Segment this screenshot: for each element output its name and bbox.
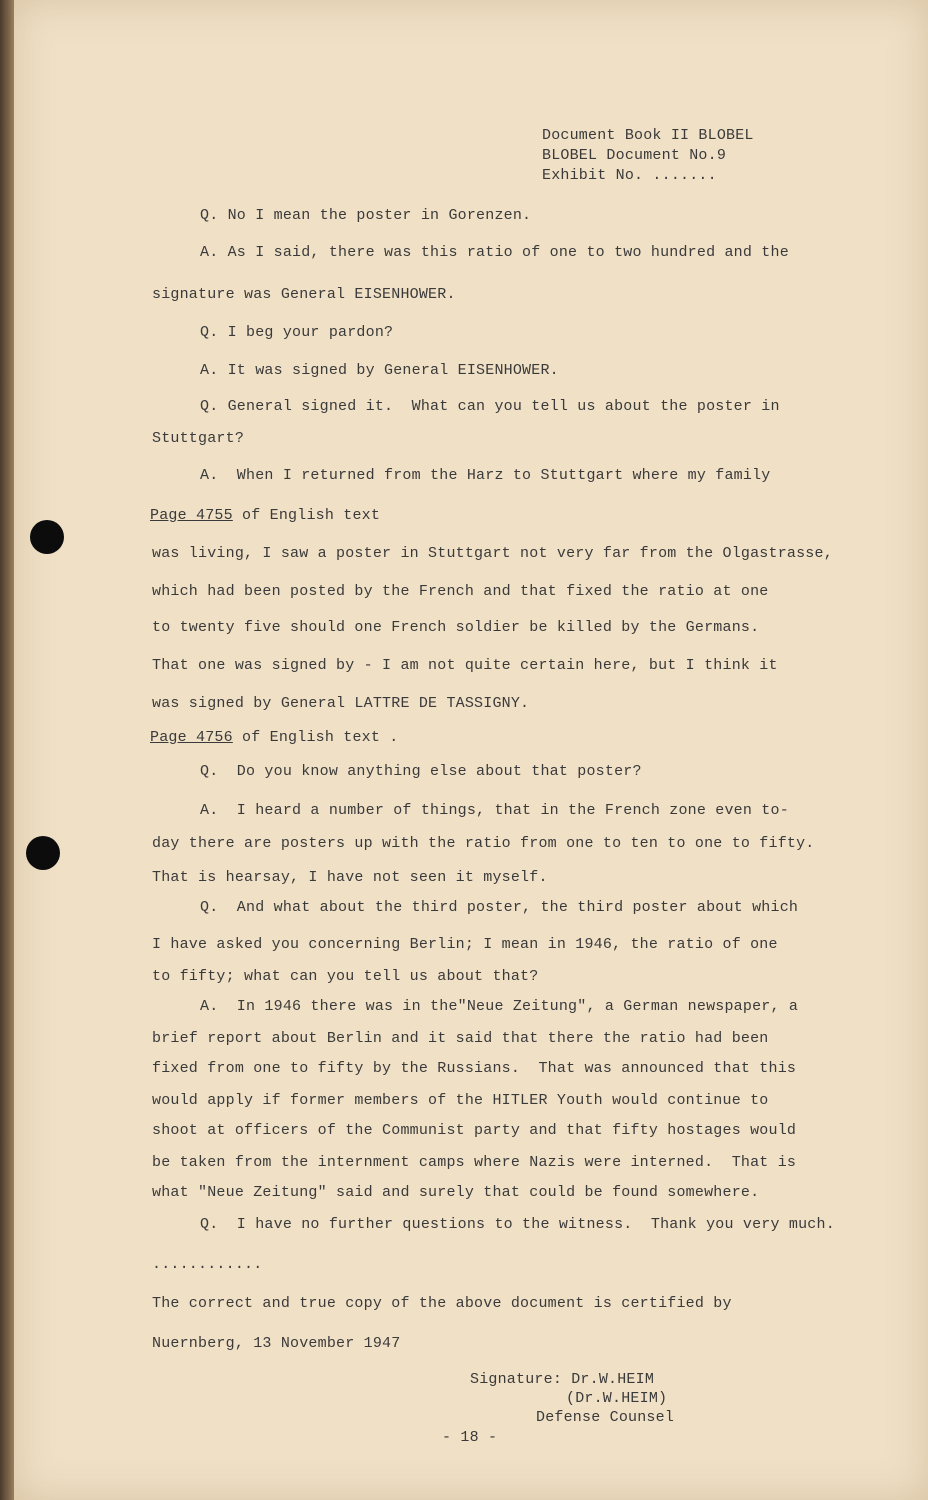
text-line: A. As I said, there was this ratio of one to two hundred and the [200,244,789,261]
certification-text: The correct and true copy of the above document is certified by [152,1295,732,1312]
header-line: BLOBEL Document No.9 [542,147,727,164]
page-reference [150,730,398,745]
text-line: was living, I saw a poster in Stuttgart not very far from the Olgastrasse, [152,545,833,562]
page-reference-label: Page 4756 [150,729,233,746]
document-page [14,0,928,1500]
signature-title: Defense Counsel [536,1409,675,1426]
header-line: Exhibit No. ....... [542,167,717,184]
text-line: That one was signed by - I am not quite certain here, but I think it [152,657,778,674]
text-line: I have asked you concerning Berlin; I mean in 1946, the ratio of one [152,936,778,953]
punch-hole [26,836,60,870]
text-line: Q. I have no further questions to the witness. Thank you very much. [200,1216,835,1233]
text-line: brief report about Berlin and it said that there the ratio had been [152,1030,769,1047]
text-line: shoot at officers of the Communist party and that fifty hostages would [152,1122,797,1139]
text-line: A. In 1946 there was in the"Neue Zeitung", a German newspaper, a [200,998,799,1015]
text-line: which had been posted by the French and that fixed the ratio at one [152,583,769,600]
page-number: - 18 - [442,1429,498,1446]
punch-hole [30,520,64,554]
text-line: Q. Do you know anything else about that poster? [200,763,642,780]
page-reference-label: Page 4755 [150,507,233,524]
text-line: Q. And what about the third poster, the third poster about which [200,899,799,916]
date-place: Nuernberg, 13 November 1947 [152,1335,401,1352]
page-reference-text: of English text . [232,729,399,746]
text-line: A. It was signed by General EISENHOWER. [200,362,559,379]
text-line: Q. General signed it. What can you tell us about the poster in [200,398,780,415]
page-reference [150,508,380,523]
text-line: would apply if former members of the HITLER Youth would continue to [152,1092,769,1109]
text-line: to fifty; what can you tell us about that? [152,968,539,985]
text-line: fixed from one to fifty by the Russians. That was announced that this [152,1060,797,1077]
text-line: be taken from the internment camps where Nazis were interned. That is [152,1154,797,1171]
text-line: A. I heard a number of things, that in the French zone even to- [200,802,789,819]
signature-name: (Dr.W.HEIM) [566,1390,668,1407]
signature-line: Signature: Dr.W.HEIM [470,1371,655,1388]
text-line: to twenty five should one French soldier be killed by the Germans. [152,619,760,636]
text-line: That is hearsay, I have not seen it myself. [152,869,548,886]
scan-edge [0,0,14,1500]
text-line: signature was General EISENHOWER. [152,286,456,303]
text-line: was signed by General LATTRE DE TASSIGNY. [152,695,530,712]
text-line: Stuttgart? [152,430,245,447]
text-line: what "Neue Zeitung" said and surely that could be found somewhere. [152,1184,760,1201]
text-line: Q. No I mean the poster in Gorenzen. [200,207,532,224]
text-line: A. When I returned from the Harz to Stuttgart where my family [200,467,771,484]
page-reference-text: of English text [232,507,381,524]
text-line: day there are posters up with the ratio from one to ten to one to fifty. [152,835,815,852]
text-line: Q. I beg your pardon? [200,324,394,341]
separator-dots: ............ [152,1256,263,1273]
header-line: Document Book II BLOBEL [542,127,754,144]
